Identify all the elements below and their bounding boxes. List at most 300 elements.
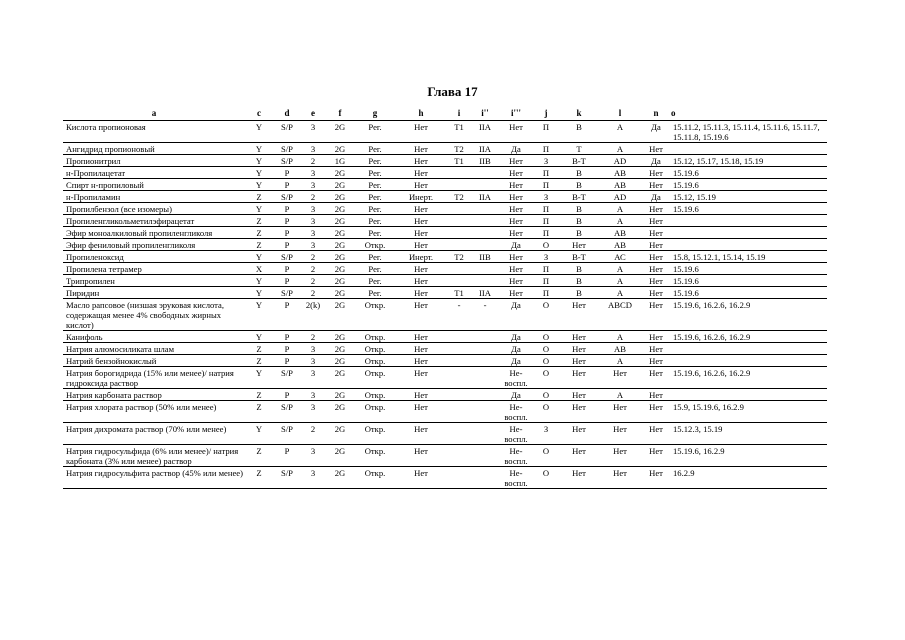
column-header: i xyxy=(447,104,471,121)
cell-h: Нет xyxy=(395,423,447,445)
cell-i: T1 xyxy=(447,155,471,167)
cell-o: 15.8, 15.12.1, 15.14, 15.19 xyxy=(671,251,827,263)
cell-i2 xyxy=(471,331,499,343)
cell-product-name: Натрия борогидрида (15% или менее)/ натрия гидроксида раствор xyxy=(63,367,245,389)
cell-i xyxy=(447,179,471,191)
cell-k: Нет xyxy=(559,367,599,389)
cell-l: Нет xyxy=(599,467,641,489)
cell-g: Рег. xyxy=(355,263,395,275)
cell-d: P xyxy=(273,239,301,251)
cell-o: 15.9, 15.19.6, 16.2.9 xyxy=(671,401,827,423)
cell-h: Нет xyxy=(395,215,447,227)
cell-g: Рег. xyxy=(355,287,395,299)
cell-n: Нет xyxy=(641,355,671,367)
table-row xyxy=(63,251,827,263)
cell-i xyxy=(447,203,471,215)
cell-product-name: Пропионитрил xyxy=(63,155,245,167)
cell-i2: IIA xyxy=(471,143,499,155)
cell-n: Нет xyxy=(641,467,671,489)
cell-product-name: Натрия карбоната раствор xyxy=(63,389,245,401)
cell-e: 3 xyxy=(301,121,325,143)
cell-n: Нет xyxy=(641,343,671,355)
cell-i xyxy=(447,331,471,343)
cell-f: 2G xyxy=(325,331,355,343)
cell-j: О xyxy=(533,389,559,401)
cell-c: Y xyxy=(245,367,273,389)
table-row xyxy=(63,239,827,251)
cell-f: 2G xyxy=(325,143,355,155)
cell-g: Рег. xyxy=(355,143,395,155)
cell-l: AD xyxy=(599,155,641,167)
cell-h: Нет xyxy=(395,343,447,355)
cell-k: Нет xyxy=(559,423,599,445)
cell-c: Z xyxy=(245,227,273,239)
cell-d: S/P xyxy=(273,191,301,203)
cell-c: Y xyxy=(245,275,273,287)
cell-product-name: Натрия гидросульфида (6% или менее)/ натрия карбоната (3% или менее) раствор xyxy=(63,445,245,467)
cell-o: 15.12, 15.17, 15.18, 15.19 xyxy=(671,155,827,167)
cell-o: 16.2.9 xyxy=(671,467,827,489)
cell-o: 15.19.6, 16.2.6, 16.2.9 xyxy=(671,367,827,389)
cell-k: Нет xyxy=(559,355,599,367)
cell-n: Да xyxy=(641,121,671,143)
cell-k: Нет xyxy=(559,299,599,331)
cell-k: В xyxy=(559,287,599,299)
cell-product-name: Эфир фениловый пропиленгликоля xyxy=(63,239,245,251)
cell-n: Нет xyxy=(641,299,671,331)
cell-j: П xyxy=(533,263,559,275)
table-row xyxy=(63,155,827,167)
cell-i2 xyxy=(471,275,499,287)
cell-f: 2G xyxy=(325,251,355,263)
cell-c: Y xyxy=(245,331,273,343)
cell-h: Нет xyxy=(395,203,447,215)
cell-o: 15.19.6, 16.2.9 xyxy=(671,445,827,467)
cell-g: Рег. xyxy=(355,203,395,215)
cell-i xyxy=(447,445,471,467)
cell-n: Нет xyxy=(641,215,671,227)
cell-i xyxy=(447,227,471,239)
cell-o: 15.19.6 xyxy=(671,203,827,215)
column-header: k xyxy=(559,104,599,121)
cell-g: Рег. xyxy=(355,167,395,179)
cell-k: Нет xyxy=(559,389,599,401)
cell-h: Нет xyxy=(395,467,447,489)
table-header-row xyxy=(63,104,827,121)
cell-c: Z xyxy=(245,239,273,251)
cell-h: Инерт. xyxy=(395,191,447,203)
cell-l: А xyxy=(599,263,641,275)
cell-k: В-Т xyxy=(559,155,599,167)
cell-i3: Не-воспл. xyxy=(499,423,533,445)
cell-e: 2 xyxy=(301,423,325,445)
cell-d: P xyxy=(273,227,301,239)
cell-n: Нет xyxy=(641,389,671,401)
cell-l: АВ xyxy=(599,227,641,239)
cell-l: А xyxy=(599,203,641,215)
cell-o: 15.19.6, 16.2.6, 16.2.9 xyxy=(671,331,827,343)
cell-h: Нет xyxy=(395,143,447,155)
table-row xyxy=(63,215,827,227)
cell-e: 3 xyxy=(301,367,325,389)
cell-l: Нет xyxy=(599,423,641,445)
cell-l: А xyxy=(599,355,641,367)
cell-e: 2 xyxy=(301,155,325,167)
cell-e: 3 xyxy=(301,239,325,251)
cell-i2 xyxy=(471,167,499,179)
table-row xyxy=(63,191,827,203)
cell-j: П xyxy=(533,179,559,191)
cell-o: 15.19.6 xyxy=(671,287,827,299)
table-row xyxy=(63,275,827,287)
cell-o: 15.19.6 xyxy=(671,263,827,275)
cell-product-name: Пиридин xyxy=(63,287,245,299)
cell-f: 2G xyxy=(325,275,355,287)
cell-c: Y xyxy=(245,203,273,215)
cell-i: T1 xyxy=(447,287,471,299)
cell-product-name: Натрия алюмосиликата шлам xyxy=(63,343,245,355)
cell-n: Да xyxy=(641,191,671,203)
table-row xyxy=(63,389,827,401)
cell-o: 15.19.6, 16.2.6, 16.2.9 xyxy=(671,299,827,331)
column-header: c xyxy=(245,104,273,121)
cell-f: 2G xyxy=(325,179,355,191)
cell-d: S/P xyxy=(273,287,301,299)
cell-f: 2G xyxy=(325,191,355,203)
cell-j: П xyxy=(533,287,559,299)
cell-e: 2(k) xyxy=(301,299,325,331)
cell-c: Y xyxy=(245,155,273,167)
cell-o xyxy=(671,215,827,227)
cell-g: Откр. xyxy=(355,343,395,355)
cell-g: Рег. xyxy=(355,227,395,239)
cell-e: 3 xyxy=(301,203,325,215)
cell-c: Y xyxy=(245,179,273,191)
cell-c: Z xyxy=(245,191,273,203)
cell-k: Нет xyxy=(559,343,599,355)
cell-i3: Нет xyxy=(499,275,533,287)
cell-n: Да xyxy=(641,155,671,167)
cell-n: Нет xyxy=(641,275,671,287)
cell-g: Рег. xyxy=(355,155,395,167)
cell-n: Нет xyxy=(641,423,671,445)
cell-i2 xyxy=(471,263,499,275)
cell-n: Нет xyxy=(641,179,671,191)
cell-g: Рег. xyxy=(355,251,395,263)
cell-g: Откр. xyxy=(355,367,395,389)
cell-e: 2 xyxy=(301,275,325,287)
cell-i3: Да xyxy=(499,389,533,401)
cell-e: 3 xyxy=(301,143,325,155)
cell-o xyxy=(671,227,827,239)
cell-n: Нет xyxy=(641,203,671,215)
cell-d: P xyxy=(273,179,301,191)
cell-o: 15.12, 15.19 xyxy=(671,191,827,203)
cell-g: Рег. xyxy=(355,179,395,191)
cell-k: В xyxy=(559,167,599,179)
cell-c: Y xyxy=(245,167,273,179)
cell-i2: IIB xyxy=(471,251,499,263)
cell-h: Нет xyxy=(395,275,447,287)
cell-i3: Нет xyxy=(499,287,533,299)
cell-i2: - xyxy=(471,299,499,331)
cell-l: А xyxy=(599,215,641,227)
cell-l: АВ xyxy=(599,239,641,251)
cell-j: П xyxy=(533,275,559,287)
column-header: n xyxy=(641,104,671,121)
cell-l: Нет xyxy=(599,401,641,423)
cell-k: В xyxy=(559,203,599,215)
cell-product-name: Ангидрид пропионовый xyxy=(63,143,245,155)
cell-product-name: Натрия гидросульфита раствор (45% или менее) xyxy=(63,467,245,489)
cell-o: 15.19.6 xyxy=(671,179,827,191)
cell-f: 2G xyxy=(325,203,355,215)
cell-i xyxy=(447,343,471,355)
cell-i xyxy=(447,215,471,227)
cell-e: 3 xyxy=(301,227,325,239)
cell-k: В xyxy=(559,215,599,227)
cell-f: 2G xyxy=(325,263,355,275)
cell-g: Откр. xyxy=(355,299,395,331)
table-row xyxy=(63,343,827,355)
cell-i2: IIB xyxy=(471,155,499,167)
cell-f: 2G xyxy=(325,121,355,143)
cell-i3: Нет xyxy=(499,263,533,275)
cell-l: А xyxy=(599,143,641,155)
cell-o xyxy=(671,239,827,251)
cell-f: 2G xyxy=(325,423,355,445)
cell-j: О xyxy=(533,239,559,251)
cell-c: Y xyxy=(245,299,273,331)
cell-i3: Нет xyxy=(499,251,533,263)
column-header: i'' xyxy=(471,104,499,121)
cell-i xyxy=(447,263,471,275)
table-row xyxy=(63,263,827,275)
cell-i xyxy=(447,423,471,445)
cell-i3: Да xyxy=(499,343,533,355)
cell-k: Нет xyxy=(559,467,599,489)
cell-i xyxy=(447,167,471,179)
cell-d: P xyxy=(273,263,301,275)
cell-i2 xyxy=(471,445,499,467)
cell-e: 2 xyxy=(301,287,325,299)
table-row xyxy=(63,331,827,343)
cell-k: В-Т xyxy=(559,191,599,203)
cell-g: Откр. xyxy=(355,331,395,343)
cargo-table xyxy=(63,104,827,489)
column-header: d xyxy=(273,104,301,121)
cell-e: 3 xyxy=(301,401,325,423)
cell-i2 xyxy=(471,239,499,251)
cell-j: З xyxy=(533,251,559,263)
cell-i xyxy=(447,467,471,489)
cell-g: Откр. xyxy=(355,423,395,445)
cell-f: 2G xyxy=(325,299,355,331)
cell-d: S/P xyxy=(273,155,301,167)
cell-h: Нет xyxy=(395,155,447,167)
cell-k: Нет xyxy=(559,445,599,467)
cell-e: 3 xyxy=(301,355,325,367)
cell-product-name: Спирт н-пропиловый xyxy=(63,179,245,191)
cell-c: Z xyxy=(245,467,273,489)
cell-i2 xyxy=(471,215,499,227)
cell-o xyxy=(671,355,827,367)
cell-g: Рег. xyxy=(355,215,395,227)
cell-j: О xyxy=(533,467,559,489)
cell-k: В xyxy=(559,263,599,275)
cell-k: Нет xyxy=(559,401,599,423)
cell-h: Нет xyxy=(395,331,447,343)
cell-d: P xyxy=(273,343,301,355)
cell-i3: Нет xyxy=(499,191,533,203)
cell-j: З xyxy=(533,423,559,445)
cell-n: Нет xyxy=(641,167,671,179)
cell-o: 15.19.6 xyxy=(671,167,827,179)
cell-l: А xyxy=(599,331,641,343)
cell-i3: Да xyxy=(499,331,533,343)
cell-product-name: Пропиленоксид xyxy=(63,251,245,263)
cell-n: Нет xyxy=(641,251,671,263)
column-header: g xyxy=(355,104,395,121)
cell-o: 15.12.3, 15.19 xyxy=(671,423,827,445)
cell-f: 2G xyxy=(325,355,355,367)
cell-e: 2 xyxy=(301,331,325,343)
cell-e: 3 xyxy=(301,445,325,467)
cell-c: Y xyxy=(245,287,273,299)
cell-j: З xyxy=(533,155,559,167)
column-header: l xyxy=(599,104,641,121)
cell-l: ABCD xyxy=(599,299,641,331)
cell-i: T2 xyxy=(447,251,471,263)
cell-d: P xyxy=(273,275,301,287)
cell-h: Нет xyxy=(395,445,447,467)
table-row xyxy=(63,287,827,299)
cell-i3: Да xyxy=(499,355,533,367)
cell-o: 15.19.6 xyxy=(671,275,827,287)
cell-i3: Нет xyxy=(499,167,533,179)
cell-i3: Не-воспл. xyxy=(499,401,533,423)
cell-f: 2G xyxy=(325,401,355,423)
cell-k: В xyxy=(559,121,599,143)
cell-i3: Не-воспл. xyxy=(499,467,533,489)
cell-i2: IIA xyxy=(471,121,499,143)
cell-g: Рег. xyxy=(355,121,395,143)
cell-l: АВ xyxy=(599,343,641,355)
cell-j: П xyxy=(533,215,559,227)
cell-f: 2G xyxy=(325,343,355,355)
cell-j: О xyxy=(533,367,559,389)
cell-k: В xyxy=(559,179,599,191)
cell-n: Нет xyxy=(641,287,671,299)
cell-c: Y xyxy=(245,143,273,155)
cell-i xyxy=(447,355,471,367)
cell-n: Нет xyxy=(641,401,671,423)
cell-h: Нет xyxy=(395,167,447,179)
cell-d: P xyxy=(273,389,301,401)
cell-n: Нет xyxy=(641,263,671,275)
cell-j: П xyxy=(533,167,559,179)
column-header: o xyxy=(671,104,827,121)
cell-c: X xyxy=(245,263,273,275)
table-row xyxy=(63,423,827,445)
cell-i2: IIA xyxy=(471,287,499,299)
cell-e: 3 xyxy=(301,215,325,227)
cell-j: П xyxy=(533,121,559,143)
cell-c: Z xyxy=(245,389,273,401)
cell-e: 3 xyxy=(301,467,325,489)
cell-l: АВ xyxy=(599,167,641,179)
cell-e: 3 xyxy=(301,343,325,355)
cell-h: Нет xyxy=(395,227,447,239)
cell-f: 1G xyxy=(325,155,355,167)
cell-f: 2G xyxy=(325,467,355,489)
column-header: a xyxy=(63,104,245,121)
cell-n: Нет xyxy=(641,227,671,239)
cell-d: P xyxy=(273,203,301,215)
cell-j: П xyxy=(533,227,559,239)
column-header: h xyxy=(395,104,447,121)
cell-i2 xyxy=(471,389,499,401)
cell-c: Y xyxy=(245,121,273,143)
column-header: f xyxy=(325,104,355,121)
cell-j: П xyxy=(533,203,559,215)
cell-g: Откр. xyxy=(355,445,395,467)
cell-f: 2G xyxy=(325,389,355,401)
cell-d: S/P xyxy=(273,121,301,143)
column-header: j xyxy=(533,104,559,121)
cell-l: AD xyxy=(599,191,641,203)
cell-g: Откр. xyxy=(355,467,395,489)
cell-h: Инерт. xyxy=(395,251,447,263)
cell-i: T2 xyxy=(447,143,471,155)
cell-d: S/P xyxy=(273,251,301,263)
cell-i3: Нет xyxy=(499,179,533,191)
cell-i3: Да xyxy=(499,239,533,251)
cell-h: Нет xyxy=(395,355,447,367)
cell-l: А xyxy=(599,389,641,401)
cell-e: 3 xyxy=(301,389,325,401)
table-row xyxy=(63,179,827,191)
cell-o xyxy=(671,143,827,155)
cell-j: З xyxy=(533,191,559,203)
cell-i2 xyxy=(471,355,499,367)
cell-product-name: Натрий бензойнокислый xyxy=(63,355,245,367)
cell-product-name: н-Пропилацетат xyxy=(63,167,245,179)
chapter-title: Глава 17 xyxy=(427,84,478,99)
cell-k: Т xyxy=(559,143,599,155)
cell-h: Нет xyxy=(395,263,447,275)
cell-l: А xyxy=(599,287,641,299)
cell-product-name: Натрия дихромата раствор (70% или менее) xyxy=(63,423,245,445)
cell-f: 2G xyxy=(325,167,355,179)
cell-d: S/P xyxy=(273,367,301,389)
cell-product-name: Пропилена тетрамер xyxy=(63,263,245,275)
cell-c: Z xyxy=(245,343,273,355)
cell-i xyxy=(447,239,471,251)
cell-l: АВ xyxy=(599,179,641,191)
cell-o: 15.11.2, 15.11.3, 15.11.4, 15.11.6, 15.11.7, 15.11.8, 15.19.6 xyxy=(671,121,827,143)
cell-e: 3 xyxy=(301,179,325,191)
table-row xyxy=(63,299,827,331)
table-row xyxy=(63,355,827,367)
cell-i2 xyxy=(471,423,499,445)
cell-i3: Да xyxy=(499,143,533,155)
cell-h: Нет xyxy=(395,179,447,191)
cell-i3: Нет xyxy=(499,227,533,239)
cell-i2 xyxy=(471,367,499,389)
cell-n: Нет xyxy=(641,143,671,155)
cell-c: Z xyxy=(245,215,273,227)
